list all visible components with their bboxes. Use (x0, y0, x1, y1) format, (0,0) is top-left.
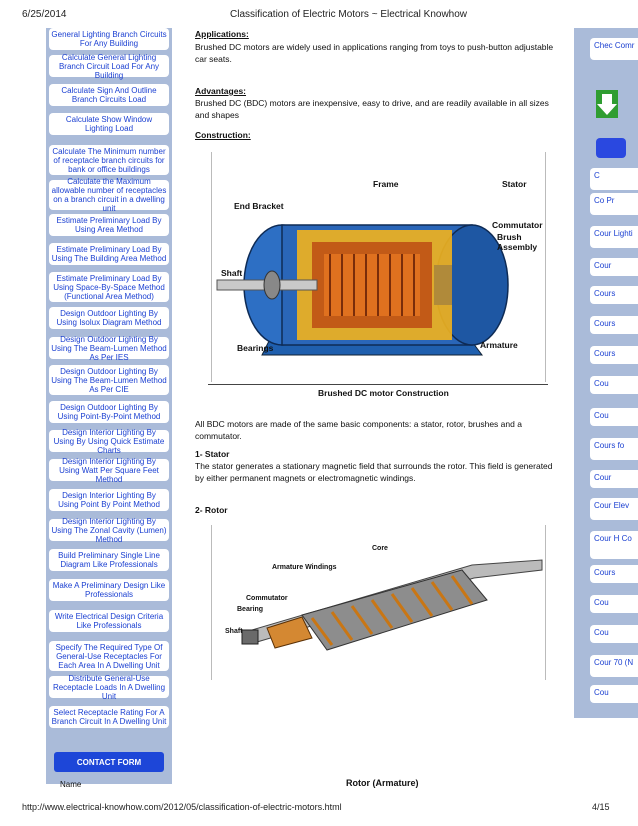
figure1-caption: Brushed DC motor Construction (318, 388, 449, 398)
stator-text: The stator generates a stationary magnetic field that surrounds the rotor. This field is generated by either permanent magnets or electromagnetic windings. (195, 461, 553, 483)
label-armature: Armature (480, 340, 518, 350)
label-bearing: Bearing (237, 606, 264, 613)
advantages-heading: Advantages: (195, 86, 247, 96)
right-sidebar-link[interactable]: Cour H Co (590, 531, 638, 559)
right-sidebar-link[interactable]: Cou (590, 408, 638, 426)
sidebar-link[interactable]: Design Outdoor Lighting By Using The Beam-Lumen Method As Per IES (49, 337, 169, 359)
right-sidebar-link[interactable]: Cours (590, 346, 638, 364)
name-field-label: Name (60, 780, 82, 789)
right-sidebar (574, 28, 638, 718)
rotor-heading: 2- Rotor (195, 505, 228, 515)
right-sidebar-link[interactable]: Co Pr (590, 193, 638, 215)
sidebar-link[interactable]: Design Interior Lighting By Using Watt Per Square Feet Method (49, 459, 169, 481)
right-sidebar-link[interactable]: Cour (590, 258, 638, 276)
right-sidebar-link[interactable]: Cou (590, 685, 638, 703)
figure-divider (208, 384, 548, 385)
label-armature-windings: Armature Windings (272, 564, 337, 571)
figure2-right-border (545, 525, 546, 680)
blue-button[interactable] (596, 138, 626, 158)
figure2-caption: Rotor (Armature) (346, 778, 419, 788)
label-frame: Frame (373, 179, 399, 189)
components-text: All BDC motors are made of the same basic components: a stator, rotor, brushes and a commutator. (195, 419, 522, 441)
sidebar-link[interactable]: Build Preliminary Single Line Diagram Like Professionals (49, 549, 169, 571)
applications-text: Brushed DC motors are widely used in applications ranging from toys to push-button adjustable car seats. (195, 42, 554, 64)
right-sidebar-link[interactable]: Cou (590, 376, 638, 394)
sidebar-link[interactable]: Make A Preliminary Design Like Professionals (49, 579, 169, 601)
right-sidebar-link[interactable]: Cour (590, 470, 638, 488)
label-rotor-shaft: Shaft (225, 628, 243, 635)
label-assembly: Assembly (497, 242, 538, 252)
sidebar-link[interactable]: Distribute General-Use Receptacle Loads In A Dwelling Unit (49, 676, 169, 698)
advantages-text: Brushed DC (BDC) motors are inexpensive, easy to drive, and are readily available in all sizes and shapes (195, 98, 549, 120)
right-sidebar-link[interactable]: Cou (590, 595, 638, 613)
right-sidebar-link[interactable]: Cours (590, 565, 638, 583)
sidebar-link[interactable]: Calculate The Minimum number of receptacle branch circuits for bank or office buildings (49, 145, 169, 175)
sidebar-link[interactable]: Calculate Sign And Outline Branch Circuits Load (49, 84, 169, 106)
right-sidebar-link[interactable]: Cour 70 (N (590, 655, 638, 677)
sidebar-link[interactable]: Design Outdoor Lighting By Using Isolux Diagram Method (49, 307, 169, 329)
sidebar-link[interactable]: Design Interior Lighting By Using By Using Quick Estimate Charts (49, 430, 169, 452)
right-sidebar-link[interactable]: Chec Comr (590, 38, 638, 60)
right-sidebar-link[interactable]: Cours (590, 286, 638, 304)
right-sidebar-link[interactable]: Cou (590, 625, 638, 643)
sidebar-link[interactable]: Select Receptacle Rating For A Branch Circuit In A Dwelling Unit (49, 706, 169, 728)
sidebar-link[interactable]: General Lighting Branch Circuits For Any Building (49, 28, 169, 50)
sidebar-link[interactable]: Design Outdoor Lighting By Using The Beam-Lumen Method As Per CIE (49, 365, 169, 395)
footer-url: http://www.electrical-knowhow.com/2012/05/classification-of-electric-motors.html (22, 802, 342, 812)
label-shaft: Shaft (221, 268, 243, 278)
right-sidebar-link[interactable]: Cour Lighti (590, 226, 638, 248)
label-end-bracket: End Bracket (234, 201, 284, 211)
right-sidebar-link[interactable]: Cour Elev (590, 498, 638, 520)
sidebar-link[interactable]: Design Interior Lighting By Using Point By Point Method (49, 489, 169, 511)
label-stator: Stator (502, 179, 527, 189)
right-sidebar-link[interactable]: Cours fo (590, 438, 638, 460)
sidebar-link[interactable]: Write Electrical Design Criteria Like Professionals (49, 610, 169, 632)
figure-right-border (545, 152, 546, 382)
sidebar-link[interactable]: Estimate Preliminary Load By Using The Building Area Method (49, 243, 169, 265)
sidebar-link[interactable]: Specify The Required Type Of General-Use Receptacles For Each Area In A Dwelling Unit (49, 641, 169, 671)
sidebar-link[interactable]: Design Interior Lighting By Using The Zonal Cavity (Lumen) Method (49, 519, 169, 541)
label-commutator: Commutator (492, 220, 543, 230)
label-core: Core (372, 545, 388, 552)
left-sidebar (46, 28, 172, 784)
sidebar-link[interactable]: Calculate General Lighting Branch Circuit Load For Any Building (49, 55, 169, 77)
right-sidebar-link[interactable]: Cours (590, 316, 638, 334)
download-arrow-icon[interactable] (596, 90, 618, 118)
rotor-armature-illustration (212, 530, 545, 680)
page-title: Classification of Electric Motors ~ Electrical Knowhow (230, 9, 468, 20)
stator-heading: 1- Stator (195, 449, 230, 459)
sidebar-link[interactable]: Estimate Preliminary Load By Using Space-By-Space Method (Functional Area Method) (49, 272, 169, 302)
contact-form-button[interactable]: CONTACT FORM (54, 752, 164, 772)
sidebar-link[interactable]: Design Outdoor Lighting By Using Point-By-Point Method (49, 401, 169, 423)
applications-heading: Applications: (195, 29, 249, 39)
sidebar-link[interactable]: Calculate the Maximum allowable number of receptacles on a branch circuit in a dwelling unit (49, 180, 169, 210)
sidebar-link[interactable]: Estimate Preliminary Load By Using Area Method (49, 214, 169, 236)
sidebar-link[interactable]: Calculate Show Window Lighting Load (49, 113, 169, 135)
print-date: 6/25/2014 (22, 9, 67, 20)
label-bearings: Bearings (237, 343, 274, 353)
label-brush: Brush (497, 232, 522, 242)
label-rotor-commutator: Commutator (246, 595, 288, 602)
construction-heading: Construction: (195, 130, 251, 140)
page-number: 4/15 (592, 802, 610, 812)
right-sidebar-link[interactable]: C (590, 168, 638, 190)
